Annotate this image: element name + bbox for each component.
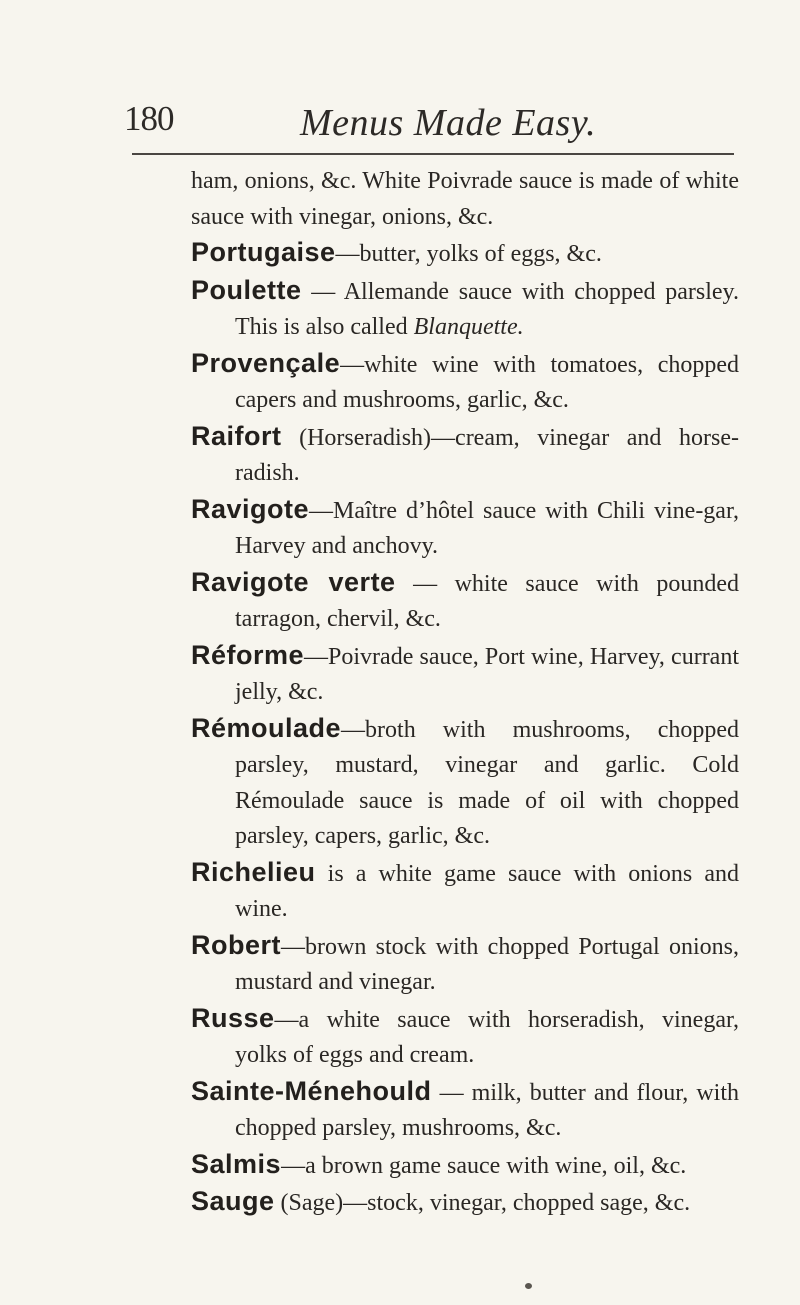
- entry-term: Ravigote: [191, 493, 310, 524]
- entry-term: Russe: [191, 1002, 275, 1033]
- entry-text: — white sauce with pounded tarragon, chervil, &c.: [235, 570, 740, 632]
- sauce-glossary: [191, 164, 739, 1222]
- glossary-entry: [191, 1001, 739, 1074]
- entry-term: Salmis: [191, 1148, 282, 1179]
- glossary-entry: [191, 1184, 739, 1222]
- entry-term: Poulette: [191, 274, 302, 305]
- entry-text: (Horseradish)—cream, vinegar and horse-radish.: [235, 424, 739, 486]
- glossary-entry: [191, 273, 739, 346]
- entry-term: Sainte-Ménehould: [191, 1075, 432, 1106]
- entry-text: —brown stock with chopped Portugal onions, mustard and vinegar.: [235, 933, 739, 995]
- entry-italic-text: Blanquette.: [413, 314, 524, 340]
- entry-text: —white wine with tomatoes, chopped capers and mushrooms, garlic, &c.: [235, 351, 739, 413]
- entry-text: is a white game sauce with onions and wine.: [235, 860, 739, 922]
- glossary-entry: [191, 638, 739, 711]
- entry-text: —Maître d’hôtel sauce with Chili vine-gar, Harvey and anchovy.: [235, 497, 739, 559]
- entry-text: —Poivrade sauce, Port wine, Harvey, currant jelly, &c.: [235, 643, 739, 705]
- glossary-entry: [191, 855, 739, 928]
- glossary-entry: [191, 1074, 739, 1147]
- glossary-entry: [191, 928, 739, 1001]
- entry-term: Réforme: [191, 639, 305, 670]
- entry-text: ham, onions, &c. White Poivrade sauce is made of white sauce with vinegar, onions, &c.: [191, 168, 739, 230]
- header-rule: [132, 153, 734, 155]
- entry-text: —broth with mushrooms, chopped parsley, mustard, vinegar and garlic. Cold Rémoulade sauce is made of oil with chopped parsley, capers, garlic, &c.: [235, 716, 739, 849]
- glossary-entry: [191, 1147, 739, 1185]
- glossary-entry: [191, 419, 739, 492]
- entry-term: Provençale: [191, 347, 341, 378]
- page-number: 180: [124, 99, 174, 138]
- entry-term: Raifort: [191, 420, 282, 451]
- entry-text: — milk, butter and flour, with chopped parsley, mushrooms, &c.: [235, 1079, 739, 1141]
- glossary-entry-continued: [191, 164, 739, 235]
- entry-term: Sauge: [191, 1186, 275, 1216]
- glossary-entry: [191, 492, 739, 565]
- running-title: Menus Made Easy.: [300, 102, 597, 144]
- entry-term: Rémoulade: [191, 712, 342, 743]
- entry-text: — Allemande sauce with chopped parsley. This is also called: [235, 278, 739, 340]
- glossary-entry: [191, 565, 739, 638]
- glossary-entry: [191, 235, 739, 273]
- glossary-entry: [191, 346, 739, 419]
- entry-text: —a white sauce with horseradish, vinegar, yolks of eggs and cream.: [235, 1006, 739, 1068]
- entry-text: —butter, yolks of eggs, &c.: [335, 241, 602, 267]
- entry-term: Ravigote verte: [191, 566, 396, 597]
- glossary-entry: [191, 711, 739, 855]
- entry-term: Portugaise: [191, 237, 336, 267]
- entry-term: Robert: [191, 929, 281, 960]
- entry-text: —a brown game sauce with wine, oil, &c.: [281, 1152, 687, 1179]
- ink-speck: [525, 1283, 532, 1289]
- entry-text: (Sage)—stock, vinegar, chopped sage, &c.: [274, 1190, 691, 1216]
- entry-term: Richelieu: [191, 856, 316, 887]
